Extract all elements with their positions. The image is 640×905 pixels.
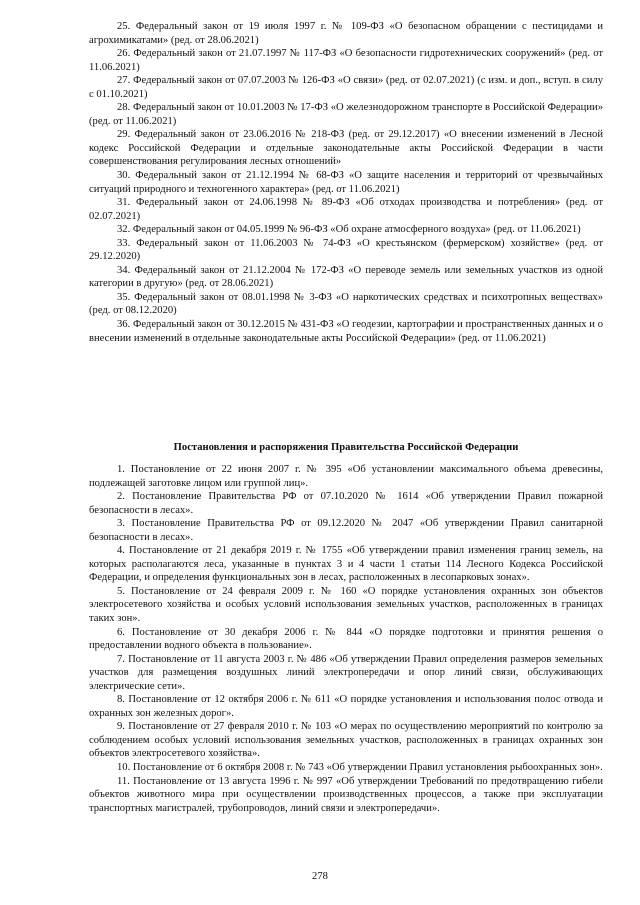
law-item-31: 31. Федеральный закон от 24.06.1998 № 89-ФЗ «Об отходах производства и потребления» (ред. от 02.07.2021) [89, 197, 603, 222]
law-item-36: 36. Федеральный закон от 30.12.2015 № 431-ФЗ «О геодезии, картографии и пространственных данных и о внесении изменений в отдельные законодательные акты Российской Федерации» (ред. от 11.06.2021) [89, 319, 603, 344]
law-item-32: 32. Федеральный закон от 04.05.1999 № 96-ФЗ «Об охране атмосферного воздуха» (ред. от 11.06.2021) [117, 224, 581, 236]
resolution-item-9: 9. Постановление от 27 февраля 2010 г. № 103 «О мерах по осуществлению мероприятий по контролю за соблюдением особых условий использования земельных участков, расположенных в границах охранных зон объектов электросетевого хозяйства». [89, 721, 603, 760]
law-item-26: 26. Федеральный закон от 21.07.1997 № 117-ФЗ «О безопасности гидротехнических сооружений» (ред. от 11.06.2021) [89, 48, 603, 73]
law-item-35: 35. Федеральный закон от 08.01.1998 № 3-ФЗ «О наркотических средствах и психотропных веществах» (ред. от 08.12.2020) [89, 291, 603, 317]
law-item-34: 34. Федеральный закон от 21.12.2004 № 172-ФЗ «О переводе земель или земельных участков из одной категории в другую» (ред. от 28.06.2021) [89, 264, 603, 290]
page-number: 278 [312, 871, 328, 882]
law-item-25: 25. Федеральный закон от 19 июля 1997 г. № 109-ФЗ «О безопасном обращении с пестицидами и агрохимикатами» (ред. от 28.06.2021) [89, 21, 603, 46]
resolution-item-6: 6. Постановление от 30 декабря 2006 г. № 844 «О порядке подготовки и принятия решения о предоставлении водного объекта в пользование». [89, 626, 603, 652]
law-item-33: 33. Федеральный закон от 11.06.2003 № 74-ФЗ «О крестьянском (фермерском) хозяйстве» (ред. от 29.12.2020) [89, 237, 603, 263]
resolution-item-11: 11. Постановление от 13 августа 1996 г. № 997 «Об утверждении Требований по предотвращению гибели объектов животного мира при осуществлении производственных процессов, а также при эксплуатации транспортных магистралей, трубопроводов, линий связи и электропередачи». [89, 775, 603, 814]
resolution-item-4: 4. Постановление от 21 декабря 2019 г. № 1755 «Об утверждении правил изменения границ земель, на которых располагаются леса, указанные в пунктах 3 и 4 части 1 статьи 114 Лесного Кодекса Российской Федерации, и определения функциональных зон в лесах, расположенных в лесопарковых зонах». [89, 545, 603, 584]
resolution-item-8: 8. Постановление от 12 октября 2006 г. № 611 «О порядке установления и использования полос отвода и охранных зон железных дорог». [89, 694, 603, 719]
resolution-item-3: 3. Постановление Правительства РФ от 09.12.2020 № 2047 «Об утверждении Правил санитарной безопасности в лесах». [89, 518, 603, 543]
federal-laws-list [89, 20, 603, 345]
resolution-item-10: 10. Постановление от 6 октября 2008 г. № 743 «Об утверждении Правил установления рыбоохранных зон». [117, 762, 603, 774]
resolution-item-1: 1. Постановление от 22 июня 2007 г. № 395 «Об установлении максимального объема древесины, подлежащей заготовке лицом или группой лиц». [89, 464, 603, 489]
resolution-item-5: 5. Постановление от 24 февраля 2009 г. № 160 «О порядке установления охранных зон объектов электросетевого хозяйства и особых условий использования земельных участков, расположенных в границах таких зон». [89, 585, 603, 625]
law-item-30: 30. Федеральный закон от 21.12.1994 № 68-ФЗ «О защите населения и территорий от чрезвычайных ситуаций природного и техногенного характера» (ред. от 11.06.2021) [89, 170, 603, 195]
law-item-29: 29. Федеральный закон от 23.06.2016 № 218-ФЗ (ред. от 29.12.2017) «О внесении изменений в Лесной кодекс Российской Федерации и отдельные законодательные акты Российской Федерации в части совершенствования регулирования лесных отношений» [89, 129, 603, 168]
law-item-27: 27. Федеральный закон от 07.07.2003 № 126-ФЗ «О связи» (ред. от 02.07.2021) (с изм. и доп., вступ. в силу с 01.10.2021) [89, 75, 603, 100]
resolution-item-7: 7. Постановление от 11 августа 2003 г. № 486 «Об утверждении Правил определения размеров земельных участков для размещения воздушных линий электропередачи и опор линий связи, обслуживающих электрические сети». [89, 653, 603, 692]
government-resolutions-list [89, 463, 603, 815]
law-item-28: 28. Федеральный закон от 10.01.2003 № 17-ФЗ «О железнодорожном транспорте в Российской Федерации» (ред. от 11.06.2021) [89, 102, 603, 127]
resolution-item-2: 2. Постановление Правительства РФ от 07.10.2020 № 1614 «Об утверждении Правил пожарной безопасности в лесах». [89, 491, 603, 516]
section-heading: Постановления и распоряжения Правительства Российской Федерации [173, 442, 519, 453]
